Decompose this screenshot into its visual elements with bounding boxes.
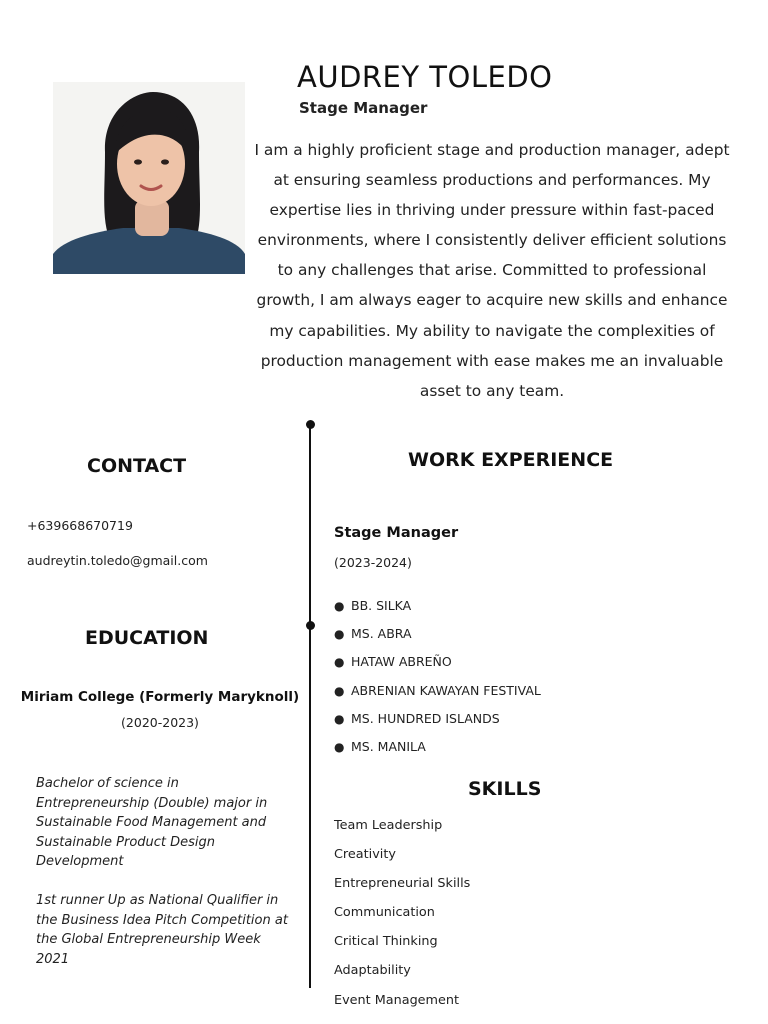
list-item xyxy=(334,738,541,766)
candidate-role: Stage Manager xyxy=(299,99,428,117)
profile-photo xyxy=(53,82,245,274)
school-name: Miriam College (Formerly Maryknoll) xyxy=(20,689,300,705)
profile-summary: I am a highly proficient stage and production manager, adept at ensuring seamless productions and performances. My expertise lies in thriving under pressure within fast-paced environments, where I consistently deliver efficient solutions to any challenges that arise. Committed to professional growth, I am always eager to acquire new skills and enhance my capabilities. My ability to navigate the complexities of production management with ease makes me an invaluable asset to any team. xyxy=(254,141,730,400)
list-item xyxy=(334,625,541,653)
list-item: Event Management xyxy=(334,992,460,1008)
contact-phone: +639668670719 xyxy=(27,518,133,533)
timeline-divider xyxy=(309,424,311,988)
job-item-label: HATAW ABREÑO xyxy=(351,654,452,670)
work-experience-heading: WORK EXPERIENCE xyxy=(408,449,614,471)
portrait-illustration xyxy=(53,82,245,274)
job-item-label: MS. ABRA xyxy=(351,626,412,642)
skills-list xyxy=(334,818,470,1022)
job-list xyxy=(334,597,541,766)
contact-email: audreytin.toledo@gmail.com xyxy=(27,553,208,568)
job-title: Stage Manager xyxy=(334,525,459,541)
list-item xyxy=(334,653,541,681)
job-item-label: MS. MANILA xyxy=(351,738,426,754)
bullet-icon: ● xyxy=(334,739,345,754)
list-item: Entrepreneurial Skills xyxy=(334,876,471,892)
degree-description: Bachelor of science in Entrepreneurship (Double) major in Sustainable Food Management and Sustainable Product Design Development xyxy=(36,776,268,869)
list-item: Creativity xyxy=(334,847,396,863)
bullet-icon: ● xyxy=(334,655,345,670)
list-item: Team Leadership xyxy=(334,818,443,833)
candidate-name: AUDREY TOLEDO xyxy=(297,60,553,94)
timeline-dot-top xyxy=(306,420,315,429)
timeline-dot-middle xyxy=(306,621,315,630)
list-item xyxy=(334,710,541,738)
bullet-icon: ● xyxy=(334,627,345,642)
job-item-label: BB. SILKA xyxy=(351,598,412,613)
award-description: 1st runner Up as National Qualifier in the Business Idea Pitch Competition at the Global Entrepreneurship Week 2021 xyxy=(36,893,288,967)
bullet-icon: ● xyxy=(334,599,345,613)
bullet-icon: ● xyxy=(334,683,345,698)
job-item-label: MS. HUNDRED ISLANDS xyxy=(351,710,500,726)
list-item: Communication xyxy=(334,905,435,921)
job-dates: (2023-2024) xyxy=(334,555,412,570)
job-item-label: ABRENIAN KAWAYAN FESTIVAL xyxy=(351,682,541,698)
bullet-icon: ● xyxy=(334,711,345,726)
school-dates: (2020-2023) xyxy=(121,715,199,730)
list-item: Critical Thinking xyxy=(334,934,438,950)
list-item xyxy=(334,597,541,625)
list-item: Adaptability xyxy=(334,963,411,979)
contact-heading: CONTACT xyxy=(87,455,187,477)
list-item xyxy=(334,682,541,710)
education-heading: EDUCATION xyxy=(85,627,209,649)
skills-heading: SKILLS xyxy=(468,778,542,800)
